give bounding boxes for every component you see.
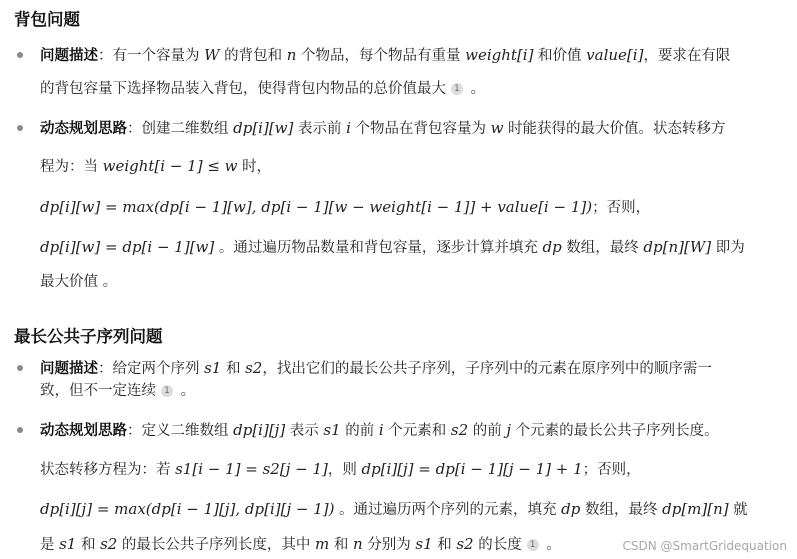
math-s2: s2	[450, 421, 469, 439]
math-m: m	[315, 535, 330, 553]
math-equation-1: dp[i][w] = max(dp[i − 1][w], dp[i − 1][w − weight[i − 1]] + value[i − 1])	[40, 198, 593, 216]
math-value-i: value[i]	[586, 46, 644, 64]
math-s1: s1	[323, 421, 341, 439]
math-i: i	[378, 421, 384, 439]
citation-badge[interactable]: 1	[161, 385, 173, 397]
lcs-problem-line-1: 问题描述：给定两个序列 s1 和 s2，找出它们的最长公共子序列，子序列中的元素在原序列中的顺序需一	[40, 359, 712, 377]
section-title-lcs: 最长公共子序列问题	[14, 327, 163, 346]
math-s1: s1	[204, 359, 222, 377]
bullet	[17, 427, 23, 433]
math-i: i	[346, 119, 351, 137]
math-dp: dp	[542, 238, 562, 256]
lcs-dp-line-3: dp[i][j] = max(dp[i − 1][j], dp[i][j − 1]) 。通过遍历两个序列的元素，填充 dp 数组，最终 dp[m][n] 就	[40, 500, 748, 518]
lcs-dp-line-4: 是 s1 和 s2 的最长公共子序列长度，其中 m 和 n 分别为 s1 和 s2 的长度 1 。	[40, 535, 561, 553]
math-j: j	[506, 421, 512, 439]
math-s1: s1	[59, 535, 77, 553]
math-dp-iw: dp[i][w]	[233, 119, 294, 137]
knapsack-dp-line-3: dp[i][w] = max(dp[i − 1][w], dp[i − 1][w − weight[i − 1]] + value[i − 1])；否则，	[40, 198, 651, 216]
knapsack-dp-line-4: dp[i][w] = dp[i − 1][w] 。通过遍历物品数量和背包容量，逐步计算并填充 dp 数组，最终 dp[n][W] 即为	[40, 238, 745, 256]
math-equation-1: dp[i][j] = dp[i − 1][j − 1] + 1	[361, 460, 583, 478]
math-weight-i: weight[i]	[465, 46, 534, 64]
bullet	[17, 365, 23, 371]
math-s1: s1	[415, 535, 433, 553]
knapsack-problem-line-1: 问题描述：有一个容量为 W 的背包和 n 个物品，每个物品有重量 weight[i] 和价值 value[i]，要求在有限	[40, 46, 731, 64]
label-problem: 问题描述	[40, 48, 98, 64]
math-dp: dp	[561, 500, 581, 518]
math-equation-2: dp[i][j] = max(dp[i − 1][j], dp[i][j − 1])	[40, 500, 335, 518]
math-dp-ij: dp[i][j]	[233, 421, 286, 439]
math-dp-mn: dp[m][n]	[662, 500, 729, 518]
math-W: W	[204, 46, 220, 64]
citation-badge[interactable]: 1	[527, 539, 539, 551]
knapsack-problem-line-2: 的背包容量下选择物品装入背包，使得背包内物品的总价值最大 1 。	[40, 81, 486, 97]
label-dp: 动态规划思路	[40, 423, 127, 439]
bullet	[17, 125, 23, 131]
math-s2: s2	[245, 359, 263, 377]
knapsack-dp-line-2: 程为：当 weight[i − 1] ≤ w 时，	[40, 157, 272, 175]
bullet	[17, 52, 23, 58]
math-dp-nW: dp[n][W]	[643, 238, 712, 256]
math-s2: s2	[100, 535, 118, 553]
math-condition: s1[i − 1] = s2[j − 1]	[175, 460, 328, 478]
math-n: n	[353, 535, 363, 553]
csdn-watermark: CSDN @SmartGridequation	[622, 539, 787, 553]
math-condition: weight[i − 1] ≤ w	[102, 157, 238, 175]
math-w: w	[490, 119, 504, 137]
lcs-dp-line-2: 状态转移方程为：若 s1[i − 1] = s2[j − 1]，则 dp[i][j] = dp[i − 1][j − 1] + 1；否则，	[40, 460, 641, 478]
math-s2: s2	[456, 535, 474, 553]
math-equation-2: dp[i][w] = dp[i − 1][w]	[40, 238, 215, 256]
lcs-problem-line-2: 致，但不一定连续 1 。	[40, 383, 196, 399]
label-problem: 问题描述	[40, 361, 98, 377]
math-n: n	[286, 46, 297, 64]
citation-badge[interactable]: 1	[451, 83, 463, 95]
lcs-dp-line-1: 动态规划思路：定义二维数组 dp[i][j] 表示 s1 的前 i 个元素和 s2 的前 j 个元素的最长公共子序列长度。	[40, 421, 719, 439]
label-dp: 动态规划思路	[40, 121, 127, 137]
section-title-knapsack: 背包问题	[14, 10, 80, 29]
knapsack-dp-line-5: 最大价值 。	[40, 274, 118, 290]
knapsack-dp-line-1: 动态规划思路：创建二维数组 dp[i][w] 表示前 i 个物品在背包容量为 w 时能获得的最大价值。状态转移方	[40, 119, 726, 137]
